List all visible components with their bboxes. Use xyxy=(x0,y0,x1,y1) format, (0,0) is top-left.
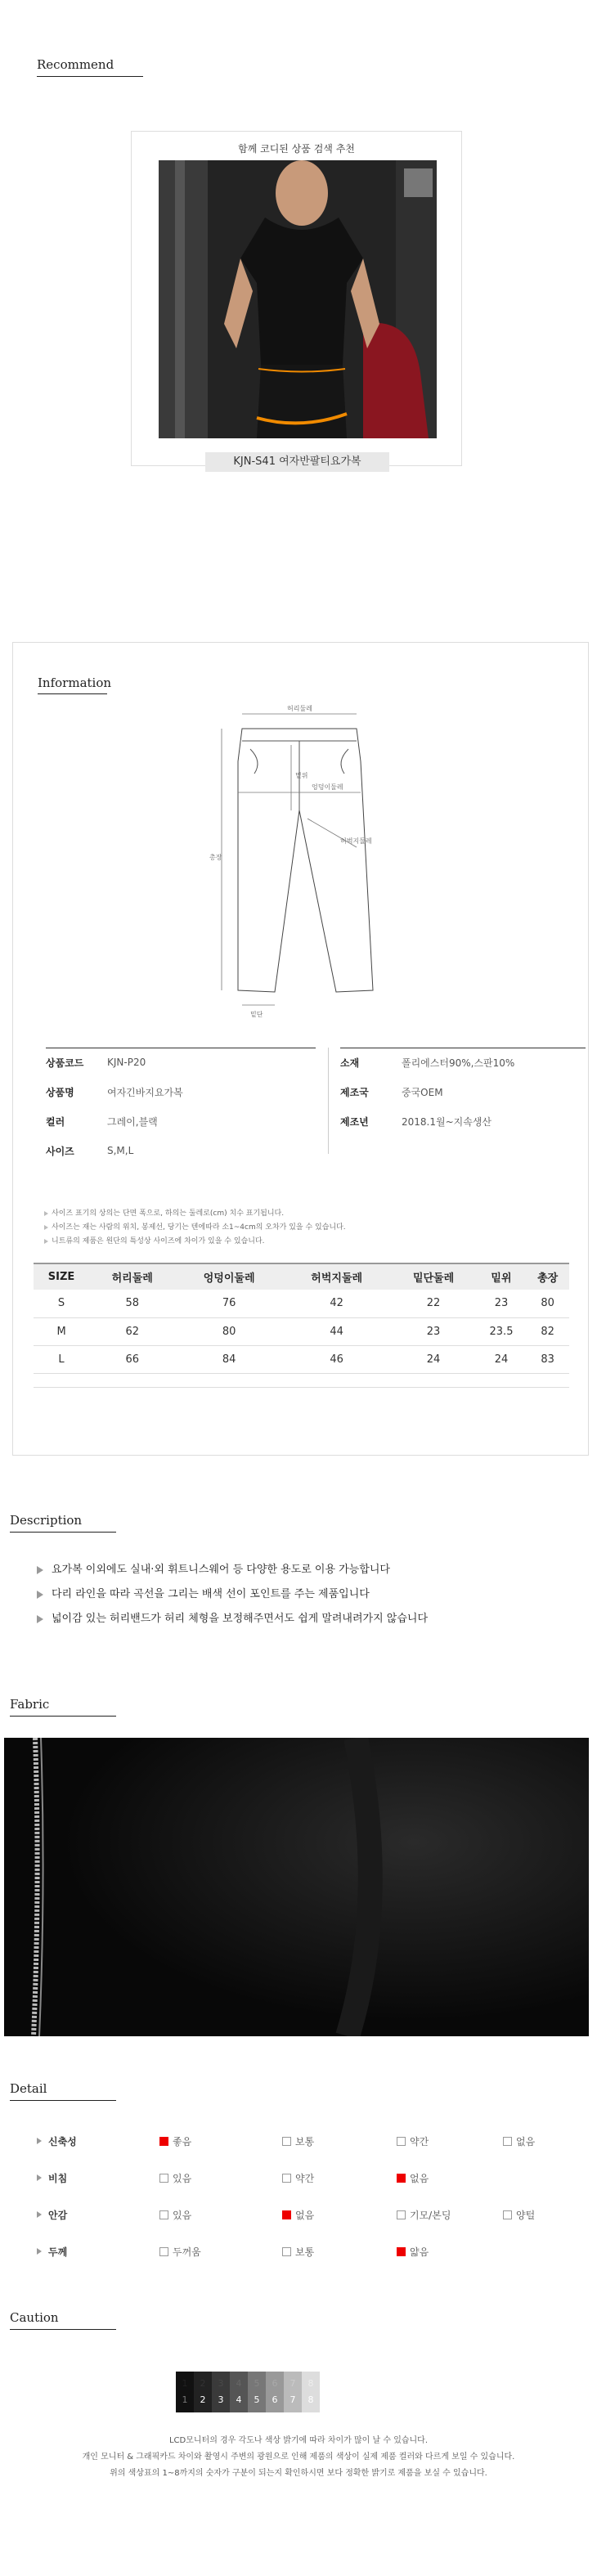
information-title: Information xyxy=(38,675,112,690)
detail-option[interactable]: 얇음 xyxy=(397,2245,429,2259)
spec-key: 사이즈 xyxy=(46,1145,74,1157)
detail-row-transparency xyxy=(37,2170,159,2186)
description-title: Description xyxy=(10,1513,83,1528)
fabric-title: Fabric xyxy=(10,1697,50,1712)
checkbox-icon[interactable] xyxy=(503,2210,512,2219)
label-hip: 엉덩이둘레 xyxy=(312,783,343,791)
size-table-cell: 80 xyxy=(175,1317,283,1345)
checkbox-icon[interactable] xyxy=(159,2174,168,2183)
spec-row xyxy=(340,1106,514,1136)
size-table-row xyxy=(34,1317,569,1345)
brightness-cell: 3 3 xyxy=(212,2372,230,2412)
pants-measurement-diagram xyxy=(205,696,393,1023)
size-table-header xyxy=(34,1263,569,1290)
label-waist: 허리둘레 xyxy=(287,705,312,712)
detail-label: 비침 xyxy=(37,2171,159,2185)
checkbox-icon[interactable] xyxy=(397,2137,406,2146)
detail-option[interactable]: 두꺼움 xyxy=(159,2245,201,2259)
brightness-cell: 2 2 xyxy=(194,2372,212,2412)
detail-row-elasticity xyxy=(37,2133,159,2149)
checkbox-icon[interactable] xyxy=(503,2137,512,2146)
size-table-cell: 80 xyxy=(526,1290,569,1317)
size-note: 사이즈 표기의 상의는 단면 폭으로, 하의는 둘레로(cm) 치수 표기됩니다. xyxy=(44,1207,346,1221)
size-table-cell: 62 xyxy=(89,1317,175,1345)
brightness-cell: 5 5 xyxy=(248,2372,266,2412)
fabric-texture-illustration xyxy=(4,1738,589,2036)
recommend-card[interactable] xyxy=(131,131,462,466)
checkbox-icon[interactable] xyxy=(159,2210,168,2219)
caution-line: 개인 모니터 & 그래픽카드 차이와 촬영시 주변의 광원으로 인해 제품의 색상이 실제 제품 컬러와 다르게 보일 수 있습니다. xyxy=(82,2453,515,2462)
detail-option[interactable]: 보통 xyxy=(282,2134,314,2148)
bullet-triangle-icon xyxy=(37,1566,43,1574)
detail-option[interactable]: 없음 xyxy=(282,2208,314,2222)
spec-row xyxy=(46,1048,183,1077)
spec-value: 그레이,블랙 xyxy=(107,1115,158,1128)
caution-line: 위의 색상표의 1~8까지의 숫자가 구분이 되는지 확인하시면 보다 정확한 밝기로 제품을 보실 수 있습니다. xyxy=(110,2469,487,2478)
size-table-cell: 76 xyxy=(175,1290,283,1317)
bullet-triangle-icon xyxy=(37,2248,42,2255)
spec-key: 제조년 xyxy=(340,1115,369,1128)
size-notes xyxy=(44,1207,346,1249)
checkbox-icon[interactable] xyxy=(282,2174,291,2183)
recommend-title: Recommend xyxy=(37,57,114,72)
fabric-title-underline xyxy=(10,1716,116,1717)
checkbox-checked-icon[interactable] xyxy=(282,2210,291,2219)
information-box xyxy=(12,642,589,1456)
recommend-title-underline xyxy=(37,76,143,77)
size-table-cell: S xyxy=(34,1290,89,1317)
spec-value: 2018.1월~지속생산 xyxy=(402,1115,492,1128)
detail-option[interactable]: 좋음 xyxy=(159,2134,191,2148)
spec-key: 상품명 xyxy=(46,1086,74,1098)
size-note: 사이즈는 재는 사람의 위치, 봉제선, 당기는 텐에따라 소1~4cm의 오차가 있을 수 있습니다. xyxy=(44,1221,346,1235)
detail-label: 안감 xyxy=(37,2208,159,2222)
size-table-row xyxy=(34,1290,569,1317)
description-list xyxy=(37,1558,428,1631)
detail-row-lining xyxy=(37,2206,159,2223)
spec-key: 제조국 xyxy=(340,1086,369,1098)
brightness-cell: 4 4 xyxy=(230,2372,248,2412)
detail-row-thickness xyxy=(37,2243,159,2260)
size-table-cell: 82 xyxy=(526,1317,569,1345)
detail-option[interactable]: 양털 xyxy=(503,2208,535,2222)
checkbox-icon[interactable] xyxy=(282,2137,291,2146)
caution-title: Caution xyxy=(10,2310,59,2325)
caution-text xyxy=(0,2433,597,2482)
spec-value: 폴리에스터90%,스판10% xyxy=(402,1057,515,1069)
size-table-cell: 42 xyxy=(283,1290,391,1317)
description-item: 요가복 이외에도 실내·외 휘트니스웨어 등 다양한 용도로 이용 가능합니다 xyxy=(37,1558,428,1582)
detail-option[interactable]: 약간 xyxy=(397,2134,429,2148)
checkbox-icon[interactable] xyxy=(282,2247,291,2256)
description-item: 넓이감 있는 허리밴드가 허리 체형을 보정해주면서도 쉽게 말려내려가지 않습니다 xyxy=(37,1607,428,1631)
size-table-cell: 66 xyxy=(89,1345,175,1373)
size-table-cell: 22 xyxy=(390,1290,476,1317)
bullet-triangle-icon xyxy=(37,2211,42,2218)
size-table-cell: M xyxy=(34,1317,89,1345)
recommend-product-name[interactable]: KJN-S41 여자반팔티요가복 xyxy=(205,452,389,472)
spec-value: 여자긴바지요가복 xyxy=(107,1086,183,1098)
caution-line: LCD모니터의 경우 각도나 색상 밝기에 따라 차이가 많이 날 수 있습니다. xyxy=(168,2436,429,2445)
detail-option[interactable]: 약간 xyxy=(282,2171,314,2185)
detail-option[interactable]: 기모/본딩 xyxy=(397,2208,451,2222)
detail-label: 두께 xyxy=(37,2245,159,2259)
size-table-row xyxy=(34,1345,569,1373)
bullet-triangle-icon xyxy=(37,1591,43,1599)
bullet-triangle-icon xyxy=(37,1615,43,1623)
fabric-closeup-photo xyxy=(4,1738,589,2036)
detail-option[interactable]: 없음 xyxy=(397,2171,429,2185)
spec-value: KJN-P20 xyxy=(107,1057,146,1068)
size-table-cell: 46 xyxy=(283,1345,391,1373)
bullet-triangle-icon xyxy=(44,1225,48,1230)
size-table-cell: 24 xyxy=(477,1345,527,1373)
table-bottom-divider xyxy=(34,1387,569,1388)
spec-key: 상품코드 xyxy=(46,1057,84,1069)
spec-row xyxy=(340,1048,514,1077)
brightness-scale xyxy=(176,2372,320,2412)
size-table-cell: 58 xyxy=(89,1290,175,1317)
description-item: 다리 라인을 따라 곡선을 그리는 배색 선이 포인트를 주는 제품입니다 xyxy=(37,1582,428,1607)
bullet-triangle-icon xyxy=(37,2138,42,2144)
spec-key: 컬러 xyxy=(46,1115,65,1128)
spec-row xyxy=(340,1077,514,1106)
caution-title-underline xyxy=(10,2329,116,2330)
detail-option[interactable]: 있음 xyxy=(159,2208,191,2222)
size-table-header-cell: 허리둘레 xyxy=(89,1263,175,1290)
label-rise: 밑위 xyxy=(295,772,308,779)
checkbox-checked-icon[interactable] xyxy=(159,2137,168,2146)
brightness-cell: 6 6 xyxy=(266,2372,284,2412)
size-table-cell: 84 xyxy=(175,1345,283,1373)
spec-key: 소재 xyxy=(340,1057,360,1069)
size-table-header-cell: 엉덩이둘레 xyxy=(175,1263,283,1290)
detail-option[interactable]: 보통 xyxy=(282,2245,314,2259)
size-table-cell: L xyxy=(34,1345,89,1373)
size-table-header-cell: 허벅지둘레 xyxy=(283,1263,391,1290)
description-title-underline xyxy=(10,1532,116,1533)
size-table-cell: 24 xyxy=(390,1345,476,1373)
detail-title-underline xyxy=(10,2100,116,2101)
size-table-header-cell: 밑단둘레 xyxy=(390,1263,476,1290)
recommend-product-photo[interactable] xyxy=(159,160,437,438)
spec-value: 중국OEM xyxy=(402,1086,443,1098)
detail-title: Detail xyxy=(10,2081,47,2096)
label-length: 총장 xyxy=(209,854,222,861)
spec-row xyxy=(46,1106,183,1136)
spec-column-divider xyxy=(328,1048,329,1154)
spec-list-right xyxy=(340,1048,514,1136)
detail-label: 신축성 xyxy=(37,2134,159,2148)
checkbox-checked-icon[interactable] xyxy=(397,2174,406,2183)
recommend-caption: 함께 코디된 상품 검색 추천 xyxy=(238,143,355,155)
size-note: 니트류의 제품은 원단의 특성상 사이즈에 차이가 있을 수 있습니다. xyxy=(44,1235,346,1249)
detail-option[interactable]: 있음 xyxy=(159,2171,191,2185)
bullet-triangle-icon xyxy=(37,2174,42,2181)
label-hem: 밑단 xyxy=(250,1011,263,1018)
spec-list-left xyxy=(46,1048,183,1165)
size-table-cell: 23.5 xyxy=(477,1317,527,1345)
size-table-header-cell: 총장 xyxy=(526,1263,569,1290)
size-table-cell: 23 xyxy=(477,1290,527,1317)
size-table-cell: 23 xyxy=(390,1317,476,1345)
bullet-triangle-icon xyxy=(44,1211,48,1216)
brightness-cell: 1 1 xyxy=(176,2372,194,2412)
size-table-cell: 44 xyxy=(283,1317,391,1345)
size-table xyxy=(34,1263,569,1374)
detail-option[interactable]: 없음 xyxy=(503,2134,535,2148)
checkbox-icon[interactable] xyxy=(159,2247,168,2256)
information-title-underline xyxy=(38,693,107,694)
model-photo-illustration xyxy=(159,160,437,438)
label-thigh: 허벅지둘레 xyxy=(340,837,372,845)
checkbox-icon[interactable] xyxy=(397,2210,406,2219)
size-table-cell: 83 xyxy=(526,1345,569,1373)
brightness-cell: 8 8 xyxy=(302,2372,320,2412)
size-table-header-cell: SIZE xyxy=(34,1263,89,1290)
spec-row xyxy=(46,1077,183,1106)
bullet-triangle-icon xyxy=(44,1239,48,1244)
size-table-header-cell: 밑위 xyxy=(477,1263,527,1290)
spec-row xyxy=(46,1136,183,1165)
brightness-cell: 7 7 xyxy=(284,2372,302,2412)
checkbox-checked-icon[interactable] xyxy=(397,2247,406,2256)
spec-value: S,M,L xyxy=(107,1145,134,1156)
